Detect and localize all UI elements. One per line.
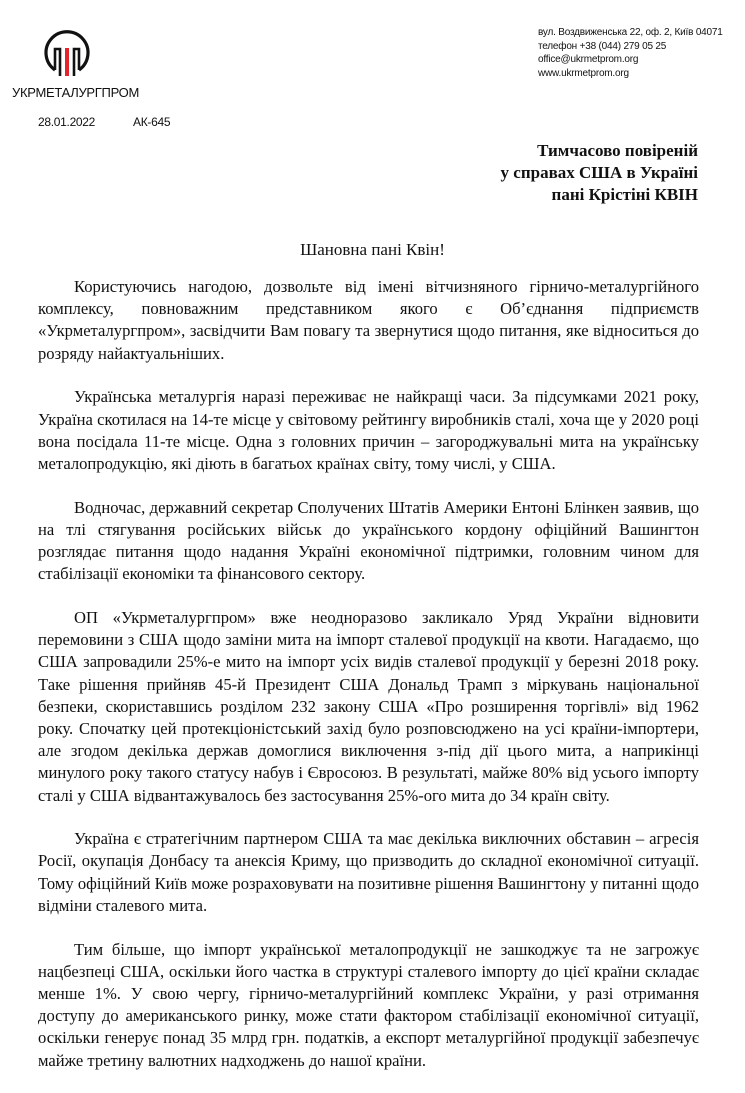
addressee-line: пані Крістіні КВІН	[551, 185, 698, 204]
org-name: УКРМЕТАЛУРГПРОМ	[12, 85, 139, 100]
letter-date: 28.01.2022	[38, 115, 96, 129]
paragraph: Користуючись нагодою, дозвольте від імені вітчизняного гірничо-металургійного комплексу, повноважним представником якого є Об’єднання підприємств «Укрметалургпром», засвідчити Вам повагу та звернутися щодо питання, яке відноситься до розряду найактуальніших.	[38, 277, 699, 363]
letter-reference: АК-645	[133, 115, 171, 129]
contact-address: вул. Воздвиженська 22, оф. 2, Київ 04071	[538, 27, 723, 38]
addressee-block	[501, 140, 698, 206]
ukrmetprom-logo-icon	[42, 22, 92, 78]
paragraph: Українська металургія наразі переживає не найкращі часи. За підсумками 2021 року, Україна скотилася на 14-те місце у світовому рейтингу виробників сталі, хоча ще у 2020 році вона посідала 11-те місце. Одна з головних причин – загороджувальні мита на українську металопродукцію, які діють в багатьох країнах світу, тому числі, у США.	[38, 387, 699, 473]
contact-website[interactable]: www.ukrmetprom.org	[538, 68, 629, 80]
paragraph: Водночас, державний секретар Сполучених Штатів Америки Ентоні Блінкен заявив, що на тлі стягування російських військ до українського кордону офіційний Вашингтон розглядає питання щодо надання Україні економічної підтримки, головним чином для стабілізації економіки та фінансового сектору.	[38, 497, 699, 584]
contact-phone: телефон +38 (044) 279 05 25	[538, 40, 667, 52]
paragraph: ОП «Укрметалургпром» вже неодноразово закликало Уряд України відновити перемовини з США щодо заміни мита на імпорт сталевої продукції на квоти. Нагадаємо, що США запровадили 25%-е мито на імпорт усіх видів сталевої продукції у березні 2018 року. Таке рішення прийняв 45-й Президент США Дональд Трамп з міркувань національної безпеки, скориставшись розділом 232 закону США «Про розширення торгівлі» від 1962 року. Спочатку цей протекціоністський захід було розповсюджено на усі країни-імпортери, але згодом декілька держав домоглися виключення з-під дії цього мита, а наприкінці минулого року такого статусу набув і Євросоюз. В результаті, майже 80% від усього імпорту сталі у США відвантажувалось без застосування 25%-ого мита до 34 країн світу.	[38, 607, 699, 805]
addressee-line: Тимчасово повіреній	[537, 141, 698, 160]
addressee-line: у справах США в Україні	[500, 163, 698, 182]
letter-body	[38, 276, 699, 1093]
paragraph: Тим більше, що імпорт української металопродукції не зашкоджує та не загрожує нацбезпеці США, оскільки його частка в структурі сталевого імпорту до цієї країни складає менше 1%. У свою чергу, гірничо-металургійний комплекс України, у разі отримання доступу до американського ринку, може стати фактором стабілізації економічної ситуації, оскільки генерує понад 35 млрд грн. податків, а експорт металургійної продукції забезпечує майже третину валютних надходжень до нашої країни.	[38, 939, 699, 1070]
salutation: Шановна пані Квін!	[300, 240, 445, 259]
contact-email[interactable]: office@ukrmetprom.org	[538, 54, 639, 66]
paragraph: Україна є стратегічним партнером США та має декілька виключних обставин – агресія Росії, окупація Донбасу та анексія Криму, що призводить до складної економічної ситуації. Тому офіційний Київ може розраховувати на позитивне рішення Вашингтону у питанні щодо відміни сталевого мита.	[38, 829, 699, 915]
contact-block	[538, 26, 723, 81]
